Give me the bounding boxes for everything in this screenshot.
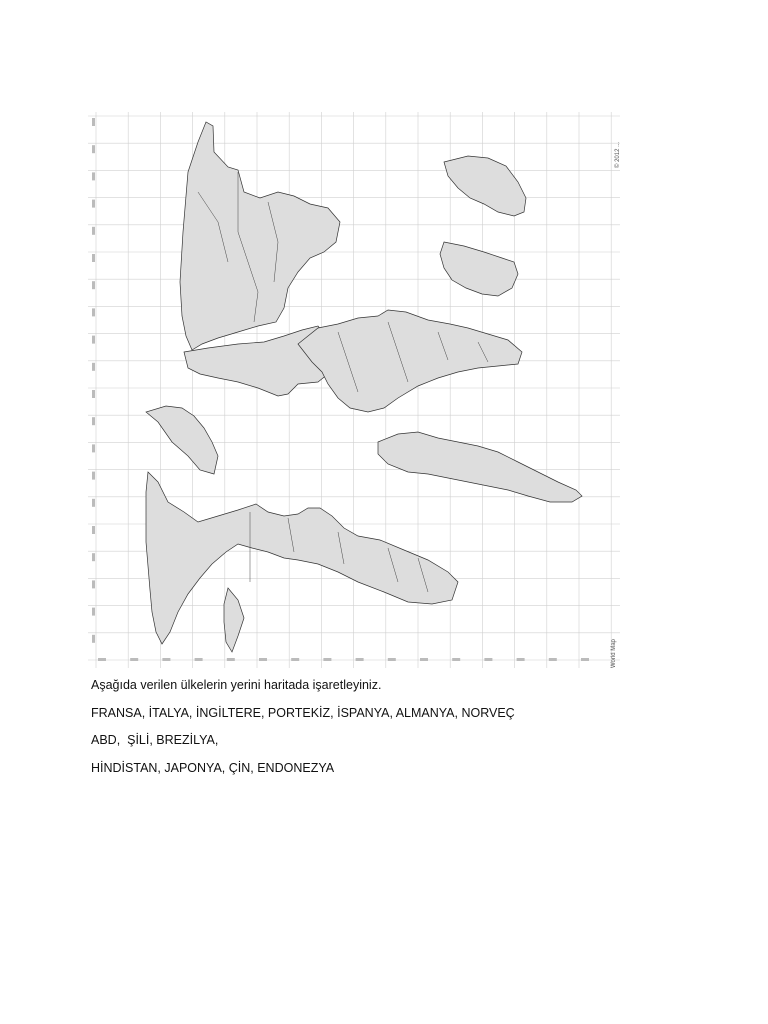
axis-tick-bottom xyxy=(162,658,170,661)
axis-tick-left xyxy=(92,608,95,616)
axis-tick-left xyxy=(92,200,95,208)
axis-tick-bottom xyxy=(517,658,525,661)
landmasses xyxy=(146,122,582,652)
world-map[interactable] xyxy=(88,112,620,668)
axis-tick-left xyxy=(92,526,95,534)
axis-tick-left xyxy=(92,363,95,371)
country-list-europe: FRANSA, İTALYA, İNGİLTERE, PORTEKİZ, İSPANYA, ALMANYA, NORVEÇ xyxy=(91,706,515,720)
axis-tick-bottom xyxy=(227,658,235,661)
axis-tick-left xyxy=(92,254,95,262)
axis-tick-bottom xyxy=(98,658,106,661)
axis-tick-left xyxy=(92,472,95,480)
axis-tick-bottom xyxy=(581,658,589,661)
axis-tick-left xyxy=(92,499,95,507)
axis-tick-left xyxy=(92,281,95,289)
axis-tick-bottom xyxy=(549,658,557,661)
axis-tick-left xyxy=(92,172,95,180)
axis-tick-left xyxy=(92,580,95,588)
axis-tick-bottom xyxy=(388,658,396,661)
axis-tick-left xyxy=(92,336,95,344)
land-south-tip xyxy=(224,588,244,652)
land-europe xyxy=(180,122,340,350)
axis-tick-left xyxy=(92,390,95,398)
axis-tick-left xyxy=(92,553,95,561)
land-africa xyxy=(298,310,522,412)
axis-tick-bottom xyxy=(484,658,492,661)
axis-tick-left xyxy=(92,308,95,316)
country-list-americas: ABD, ŞİLİ, BREZİLYA, xyxy=(91,733,219,747)
instruction-text: Aşağıda verilen ülkelerin yerini haritada işaretleyiniz. xyxy=(91,678,382,692)
land-russia xyxy=(444,156,526,216)
axis-tick-left xyxy=(92,227,95,235)
map-source-label: World Map xyxy=(611,639,617,668)
axis-tick-bottom xyxy=(356,658,364,661)
country-list-asia: HİNDİSTAN, JAPONYA, ÇİN, ENDONEZYA xyxy=(91,761,335,775)
axis-tick-bottom xyxy=(130,658,138,661)
axis-tick-bottom xyxy=(452,658,460,661)
axis-tick-left xyxy=(92,635,95,643)
axis-tick-bottom xyxy=(195,658,203,661)
map-graphic[interactable] xyxy=(88,112,620,668)
axis-tick-bottom xyxy=(323,658,331,661)
axis-tick-left xyxy=(92,118,95,126)
axis-tick-bottom xyxy=(291,658,299,661)
axis-tick-left xyxy=(92,417,95,425)
land-australia xyxy=(440,242,518,296)
axis-tick-left xyxy=(92,145,95,153)
axis-tick-left xyxy=(92,444,95,452)
axis-tick-bottom xyxy=(420,658,428,661)
axis-tick-bottom xyxy=(259,658,267,661)
land-americas-north xyxy=(146,406,218,474)
map-copyright-label: © 2012 ... xyxy=(615,141,621,168)
